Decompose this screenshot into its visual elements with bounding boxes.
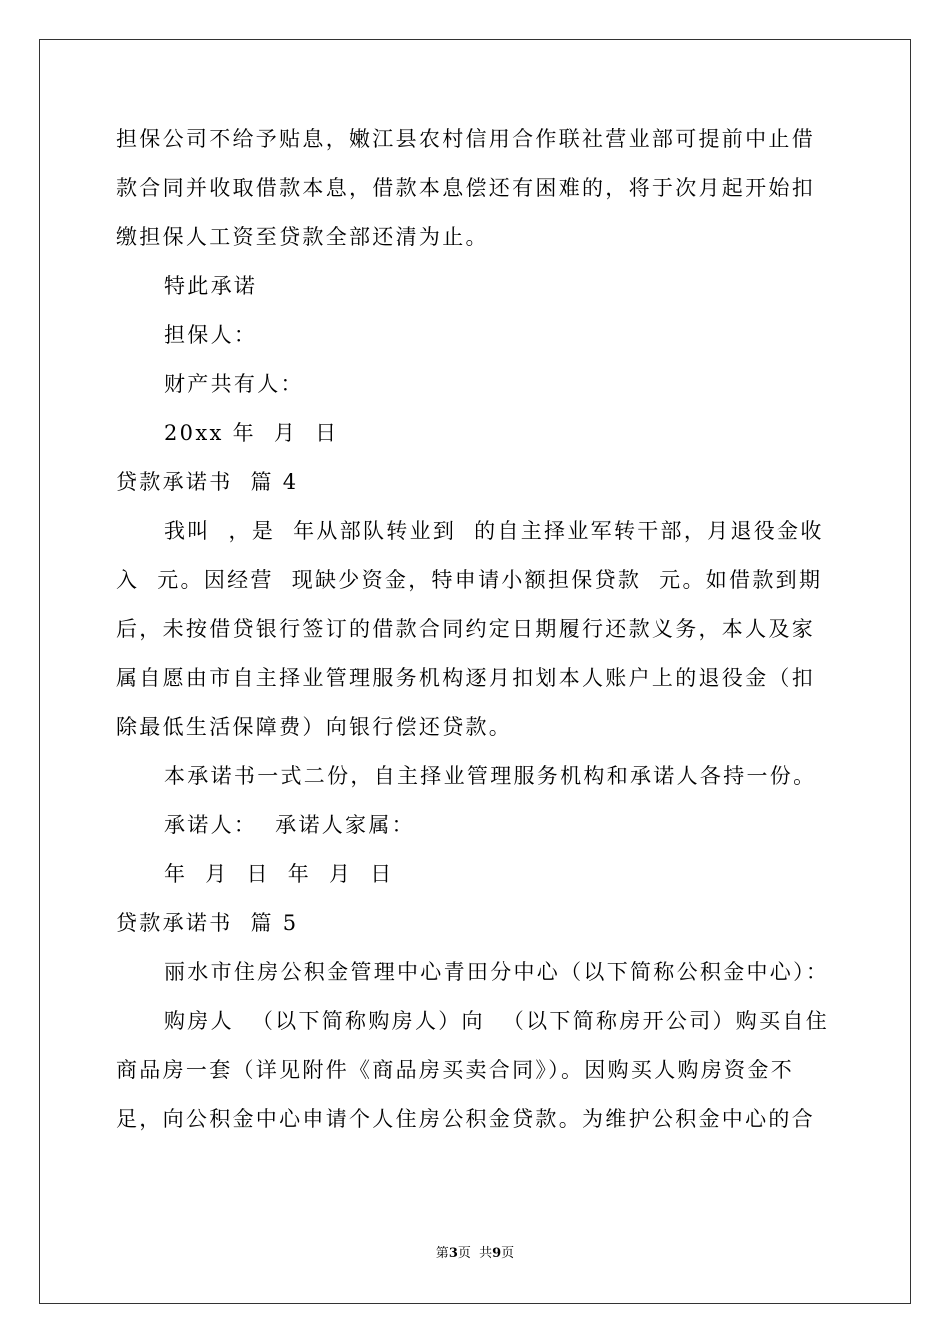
- paragraph-line: 商品房一套（详见附件《商品房买卖合同》）。因购买人购房资金不: [116, 1058, 794, 1082]
- paragraph-line: 款合同并收取借款本息，借款本息偿还有困难的，将于次月起开始扣: [116, 176, 815, 200]
- paragraph-line: 除最低生活保障费）向银行偿还贷款。: [116, 715, 513, 739]
- closing-phrase: 特此承诺: [164, 274, 258, 298]
- co-owner-label: 财产共有人：: [164, 372, 304, 396]
- paragraph-line: 缴担保人工资至贷款全部还清为止。: [116, 225, 489, 249]
- page-footer: [0, 1245, 950, 1263]
- paragraph-line: 本承诺书一式二份，自主择业管理服务机构和承诺人各持一份。: [164, 764, 817, 788]
- page-label-pre: 第: [435, 1246, 449, 1261]
- section-heading: 贷款承诺书 篇 4: [116, 470, 299, 494]
- addressee-line: 丽水市住房公积金管理中心青田分中心（以下简称公积金中心）：: [164, 960, 830, 984]
- page-label-post: 页: [501, 1246, 515, 1261]
- page-label-mid: 页 共: [457, 1246, 493, 1261]
- page-total: 9: [492, 1246, 502, 1261]
- paragraph-line: 购房人 （以下简称购房人）向 （以下简称房开公司）购买自住: [164, 1009, 829, 1033]
- paragraph-line: 后，未按借贷银行签订的借款合同约定日期履行还款义务，本人及家: [116, 617, 815, 641]
- paragraph-line: 入 元。因经营 现缺少资金，特申请小额担保贷款 元。如借款到期: [116, 568, 823, 592]
- page-current: 3: [448, 1246, 458, 1261]
- signatory-labels: 承诺人： 承诺人家属：: [164, 813, 415, 837]
- paragraph-line: 属自愿由市自主择业管理服务机构逐月扣划本人账户上的退役金（扣: [116, 666, 815, 690]
- paragraph-line: 足，向公积金中心申请个人住房公积金贷款。为维护公积金中心的合: [116, 1107, 815, 1131]
- paragraph-line: 我叫 ，是 年从部队转业到 的自主择业军转干部，月退役金收: [164, 519, 824, 543]
- section-heading: 贷款承诺书 篇 5: [116, 911, 299, 935]
- date-line: 年 月 日 年 月 日: [164, 862, 394, 886]
- date-line: 20xx 年 月 日: [164, 421, 339, 445]
- guarantor-label: 担保人：: [164, 323, 258, 347]
- paragraph-line: 担保公司不给予贴息，嫩江县农村信用合作联社营业部可提前中止借: [116, 127, 815, 151]
